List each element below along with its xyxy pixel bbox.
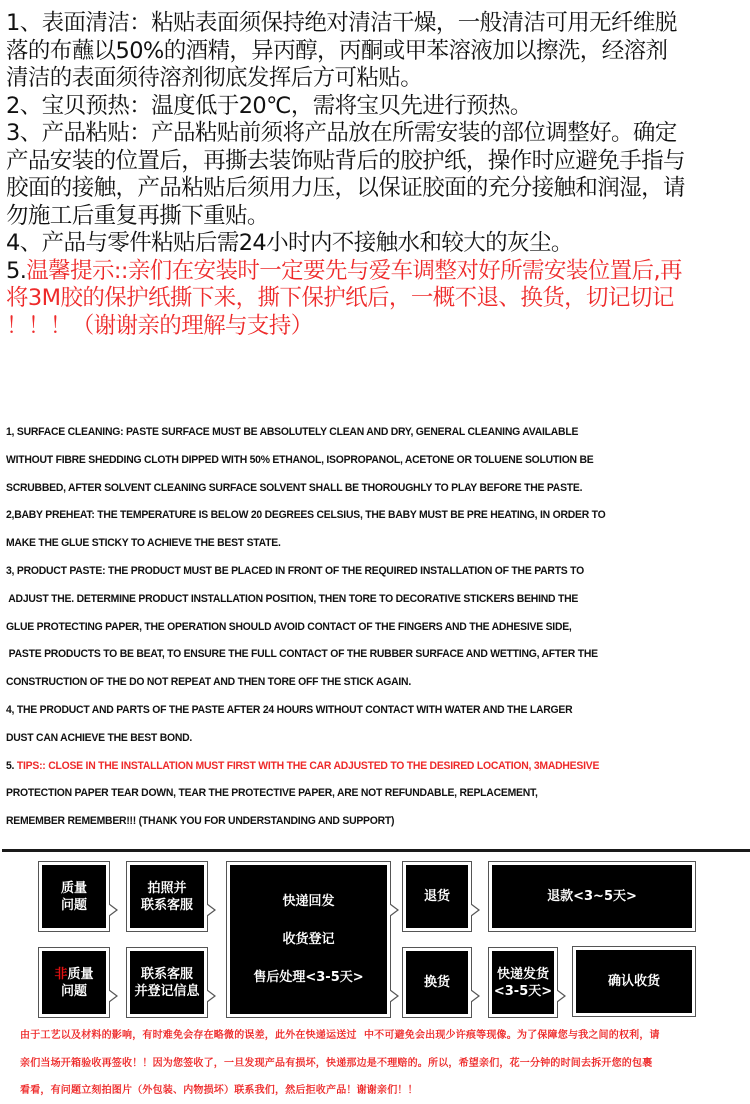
arrow-right-icon [557,990,567,1002]
arrow-right-icon [207,904,217,916]
cn-line-8: 勿施工后重复再撕下重贴。 [6,202,269,229]
express-ship-line-1: 快递发货 [496,966,549,982]
notice-line-2: 亲们当场开箱验收再签收！！因为您签收了，一旦发现产品有损坏，快递那边是不理赔的。所以，希望亲们，花一分钟的时间去拆开您的包裹 [20,1057,653,1069]
box-photo-contact-service [126,861,208,932]
quality-issue-line-2: 问题 [60,897,87,913]
photo-contact-line-1: 拍照并 [147,880,187,896]
english-instructions [6,419,750,836]
notice-line-3: 看看，有问题立刻拍图片（外包装、内物损坏）联系我们，然后拒收产品！谢谢亲们！！ [20,1085,418,1096]
box-exchange [402,947,472,1018]
en-line-10: CONSTRUCTION OF THE DO NOT REPEAT AND THEN TORE OFF THE STICK AGAIN. [6,676,412,689]
cn-line-5: 3、产品粘贴：产品粘贴前须将产品放在所需安装的部位调整好。确定 [6,120,677,146]
cn-tip-text-1: 温馨提示::亲们在安装时一定要先与爱车调整对好所需安装位置后,再 [26,257,682,284]
arrow-right-icon [390,904,400,916]
en-line-3: SCRUBBED, AFTER SOLVENT CLEANING SURFACE SOLVENT SHALL BE THOROUGHLY TO PLAY BEFORE THE PASTE. [6,481,583,494]
en-line-9: PASTE PRODUCTS TO BE BEAT, TO ENSURE THE FULL CONTACT OF THE RUBBER SURFACE AND WETTING, AFTER THE [6,648,598,661]
box-quality-issue [38,861,110,932]
cn-line-9: 4、产品与零件粘贴后需24小时内不接触水和较大的灰尘。 [6,230,573,256]
cn-tip-line-3: ！！！（谢谢亲的理解与支持） [6,312,313,339]
step-after-sales: 售后处理<3-5天> [253,969,364,985]
confirm-receipt-label: 确认收货 [607,974,660,989]
en-line-4: 2,BABY PREHEAT: THE TEMPERATURE IS BELOW 20 DEGREES CELSIUS, THE BABY MUST BE PRE HEATING, IN ORDER TO [6,509,606,522]
after-sales-flowchart [0,852,750,1022]
non-quality-line-2: 问题 [60,983,87,999]
non-prefix: 非 [54,966,68,982]
en-tip-prefix: 5. [6,759,17,772]
cn-line-3: 清洁的表面须待溶剂彻底发挥后方可粘贴。 [6,65,423,91]
box-confirm-receipt [572,946,696,1017]
arrow-right-icon [471,990,481,1002]
refund-label: 退款<3~5天> [547,889,637,904]
photo-contact-line-2: 联系客服 [140,897,193,913]
return-goods-label: 退货 [423,889,450,904]
en-tip-line-3: REMEMBER REMEMBER!!! (THANK YOU FOR UNDERSTANDING AND SUPPORT) [6,815,395,828]
exchange-label: 换货 [423,975,450,990]
step-express-return: 快递回发 [282,894,335,910]
box-return-goods [402,861,472,932]
en-line-6: 3, PRODUCT PASTE: THE PRODUCT MUST BE PLACED IN FRONT OF THE REQUIRED INSTALLATION OF THE PARTS TO [6,564,584,577]
cn-tip-line-1 [6,258,748,286]
en-line-11: 4, THE PRODUCT AND PARTS OF THE PASTE AFTER 24 HOURS WITHOUT CONTACT WITH WATER AND THE LARGER [6,703,573,716]
arrow-right-icon [109,990,119,1002]
arrow-right-icon [109,904,119,916]
notice-line-1: 由于工艺以及材料的影响，有时难免会存在略微的误差，此外在快递运送过 中不可避免会出现少许痕等现像。为了保障您与我之间的权利，请 [20,1030,660,1041]
cn-tip-prefix: 5. [6,257,27,284]
shipping-damage-notice [20,1022,748,1104]
en-line-12: DUST CAN ACHIEVE THE BEST BOND. [6,731,193,744]
cn-line-7: 胶面的接触，产品粘贴后须用力压，以保证胶面的充分接触和润湿，请 [6,175,685,201]
box-refund [488,861,696,932]
cn-line-4: 2、宝贝预热：温度低于20℃，需将宝贝先进行预热。 [6,92,532,119]
en-tip-line-2: PROTECTION PAPER TEAR DOWN, TEAR THE PROTECTIVE PAPER, ARE NOT REFUNDABLE, REPLACEMENT, [6,787,538,800]
en-tip-line-1 [6,753,698,781]
box-return-processing [226,861,391,1018]
box-non-quality-issue [38,947,110,1018]
en-tip-text-1: TIPS:: CLOSE IN THE INSTALLATION MUST FIRST WITH THE CAR ADJUSTED TO THE DESIRED LOCATION, 3MADHESIVE [16,759,600,772]
cn-line-2: 落的布蘸以50%的酒精，异丙醇，丙酮或甲苯溶液加以擦洗，经溶剂 [6,37,668,64]
box-express-ship [488,947,558,1018]
en-line-2: WITHOUT FIBRE SHEDDING CLOTH DIPPED WITH 50% ETHANOL, ISOPROPANOL, ACETONE OR TOLUENE SOLUTION BE [6,453,594,466]
en-line-5: MAKE THE GLUE STICKY TO ACHIEVE THE BEST STATE. [6,537,281,550]
en-line-1: 1, SURFACE CLEANING: PASTE SURFACE MUST BE ABSOLUTELY CLEAN AND DRY, GENERAL CLEANING AVAILABLE [6,426,579,438]
box-contact-register-info [126,947,208,1018]
chinese-instructions [6,10,748,340]
en-line-8: GLUE PROTECTING PAPER, THE OPERATION SHOULD AVOID CONTACT OF THE FINGERS AND THE ADHESIVE SIDE, [6,620,572,633]
contact-register-line-2: 并登记信息 [134,983,200,999]
arrow-right-icon [390,990,400,1002]
arrow-right-icon [207,990,217,1002]
cn-tip-line-2: 将3M胶的保护纸撕下来，撕下保护纸后，一概不退、换货，切记切记 [6,285,674,311]
en-line-7: ADJUST THE. DETERMINE PRODUCT INSTALLATION POSITION, THEN TORE TO DECORATIVE STICKERS BEHIND THE [6,592,579,605]
arrow-right-icon [471,904,481,916]
contact-register-line-1: 联系客服 [140,966,193,982]
cn-line-1: 1、表面清洁：粘贴表面须保持绝对清洁干燥，一般清洁可用无纤维脱 [6,10,677,36]
express-ship-line-2: <3-5天> [493,983,553,999]
step-receipt-register: 收货登记 [282,931,335,947]
cn-line-6: 产品安装的位置后，再撕去装饰贴背后的胶护纸，操作时应避免手指与 [6,147,685,174]
quality-issue-line-1: 质量 [60,880,87,896]
non-quality-line-1: 质量 [67,966,94,982]
